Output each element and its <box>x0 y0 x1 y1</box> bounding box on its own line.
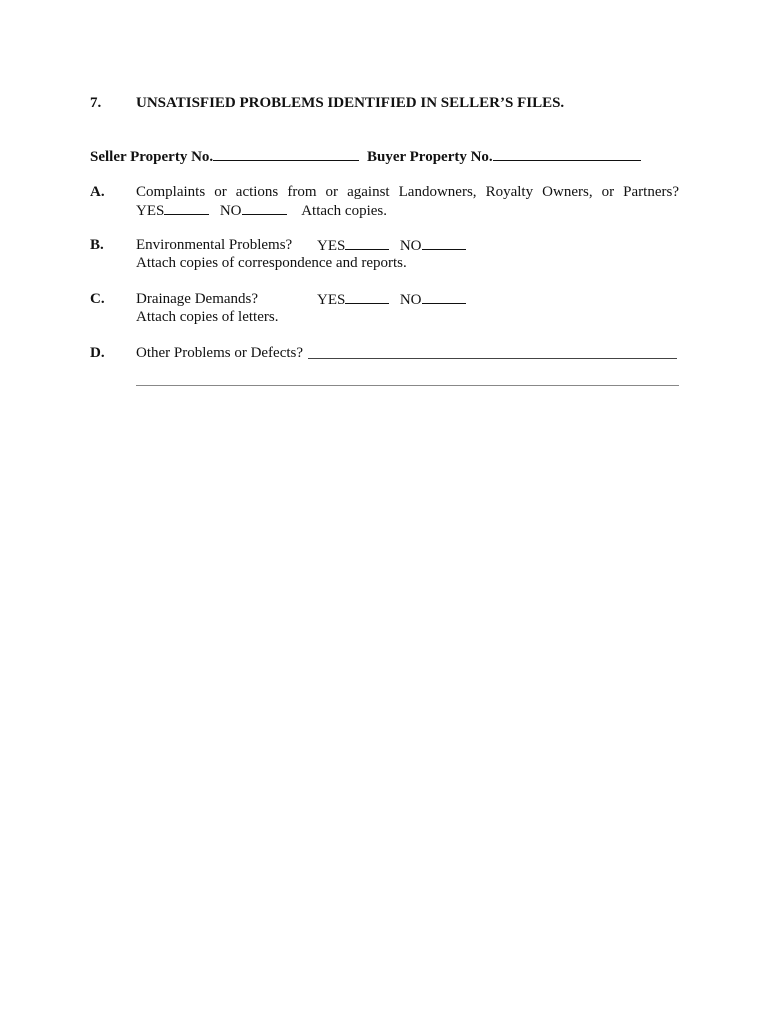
seller-property-row <box>90 147 359 166</box>
item-b-no-field[interactable] <box>422 236 466 250</box>
item-a-answer-row <box>136 201 387 220</box>
item-c-answer-row <box>317 290 466 309</box>
item-d-answer-line-1[interactable] <box>308 358 677 359</box>
item-c-no-label: NO <box>399 292 422 308</box>
item-c-question: Drainage Demands? <box>136 291 259 307</box>
item-c-no-field[interactable] <box>422 290 466 304</box>
buyer-property-label: Buyer Property No. <box>367 149 493 165</box>
item-c-letter: C. <box>90 291 105 307</box>
item-c-yes-field[interactable] <box>345 290 389 304</box>
item-a-attach-note: Attach copies. <box>301 203 388 219</box>
item-b-attach-note: Attach copies of correspondence and reports. <box>136 255 407 271</box>
item-d-answer-line-2[interactable] <box>136 385 679 386</box>
buyer-property-row <box>367 147 641 166</box>
item-c-yes-label: YES <box>317 292 346 308</box>
seller-property-label: Seller Property No. <box>90 149 214 165</box>
item-a-no-field[interactable] <box>242 201 287 215</box>
item-d-letter: D. <box>90 345 105 361</box>
item-a-letter: A. <box>90 184 105 200</box>
item-b-yes-label: YES <box>317 238 346 254</box>
item-d-question: Other Problems or Defects? <box>136 345 304 361</box>
item-b-no-label: NO <box>399 238 422 254</box>
buyer-property-field[interactable] <box>493 147 641 161</box>
item-b-question: Environmental Problems? <box>136 237 293 253</box>
item-b-answer-row <box>317 236 466 255</box>
item-a-question: Complaints or actions from or against Landowners, Royalty Owners, or Partners? <box>136 184 679 200</box>
seller-property-field[interactable] <box>213 147 359 161</box>
item-c-attach-note: Attach copies of letters. <box>136 309 279 325</box>
item-b-letter: B. <box>90 237 104 253</box>
item-a-yes-field[interactable] <box>164 201 209 215</box>
section-number: 7. <box>90 95 102 111</box>
item-a-no-label: NO <box>219 203 242 219</box>
item-a-yes-label: YES <box>136 203 165 219</box>
section-title: UNSATISFIED PROBLEMS IDENTIFIED IN SELLER’S FILES. <box>136 95 565 111</box>
item-b-yes-field[interactable] <box>345 236 389 250</box>
